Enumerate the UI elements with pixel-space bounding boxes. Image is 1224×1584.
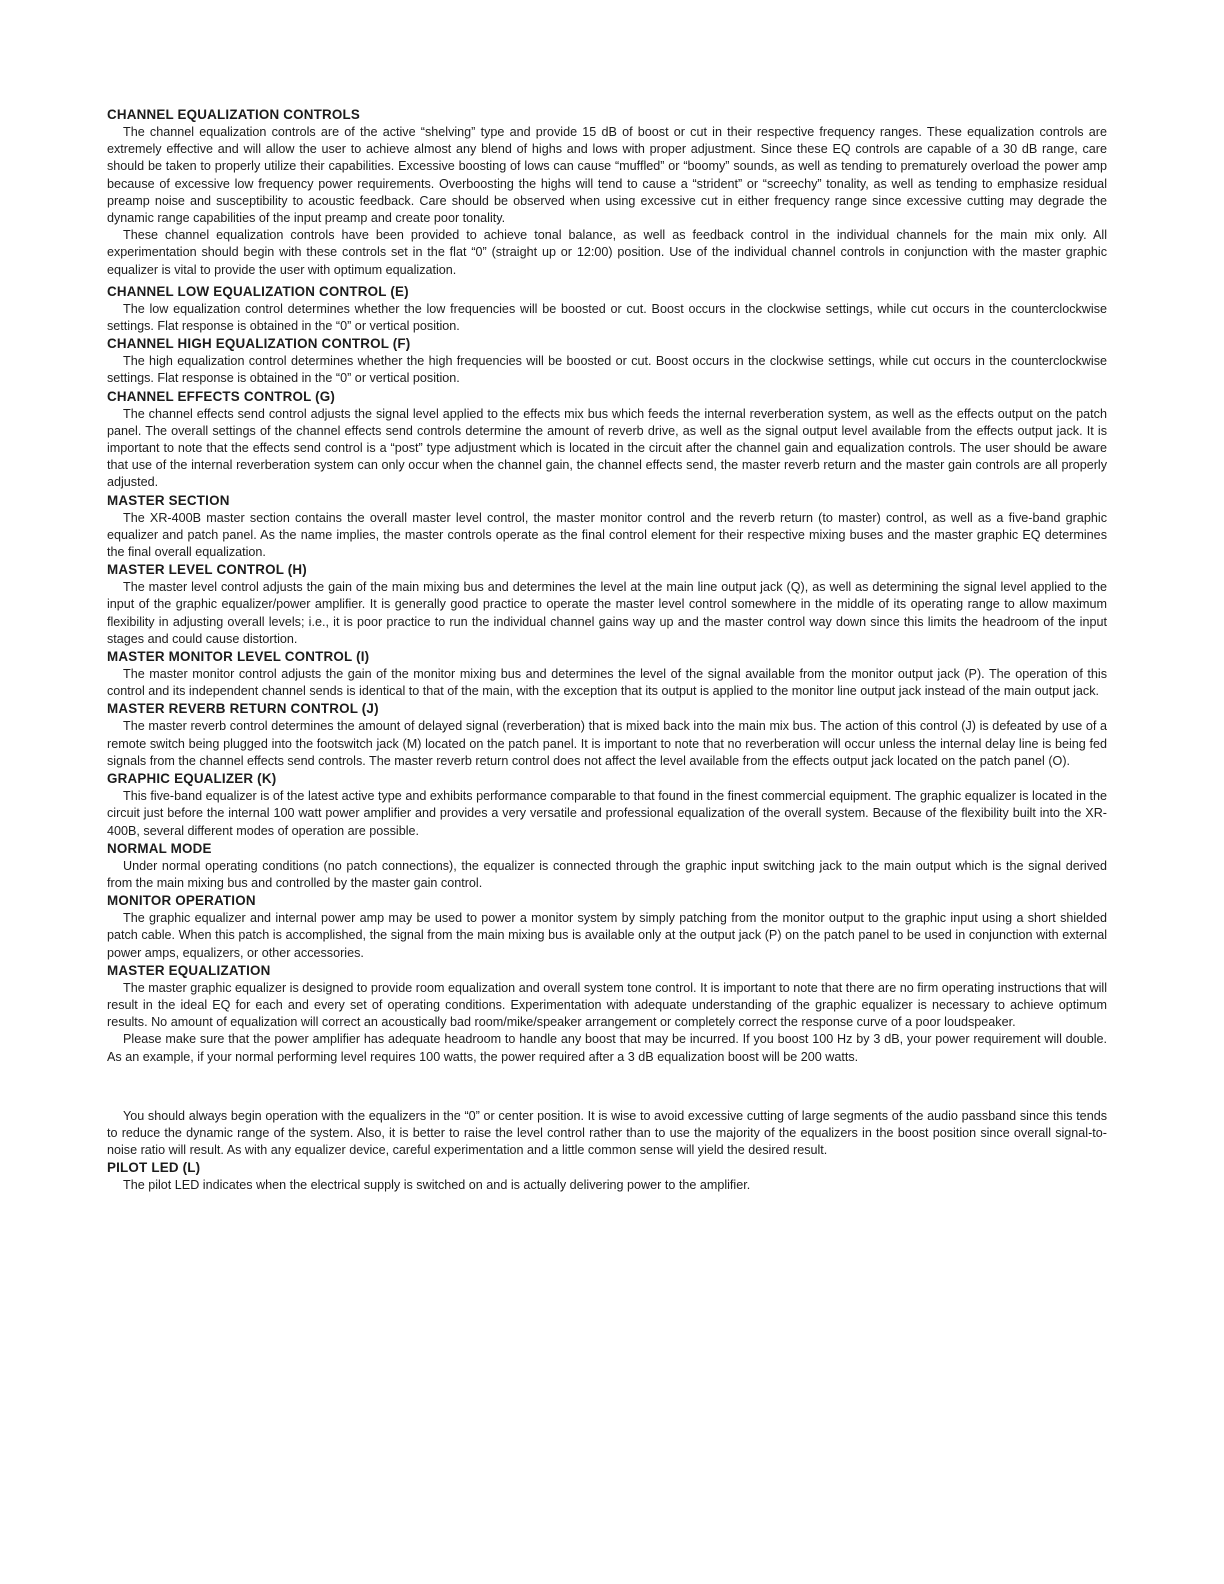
section-heading-graphic-equalizer: GRAPHIC EQUALIZER (K) xyxy=(107,771,277,787)
section-heading-monitor-operation: MONITOR OPERATION xyxy=(107,893,256,909)
section-heading-master-level: MASTER LEVEL CONTROL (H) xyxy=(107,562,307,578)
paragraph: The XR-400B master section contains the overall master level control, the master monitor control and the reverb return (to master) control, as well as a five-band graphic equalizer and patch panel. As the name implies, the master controls operate as the final control element for their respective mixing buses and the master graphic EQ determines the final overall equalization. xyxy=(107,510,1107,560)
paragraph: Under normal operating conditions (no patch connections), the equalizer is connected through the graphic input switching jack to the main output which is the signal derived from the main mixing bus and controlled by the master gain control. xyxy=(107,858,1107,890)
paragraph: The channel effects send control adjusts the signal level applied to the effects mix bus which feeds the internal reverberation system, as well as the effects output on the patch panel. The overall settings of the channel effects send controls determine the amount of reverb drive, as well as the signal output level available from the effects output jack. It is important to note that the effects send control is a “post” type adjustment which is located in the circuit after the channel gain and equalization controls. The user should be aware that use of the internal reverberation system can only occur when the channel gain, the channel effects send, the master reverb return and the master gain controls are all properly adjusted. xyxy=(107,406,1107,490)
section-heading-master-monitor-level: MASTER MONITOR LEVEL CONTROL (I) xyxy=(107,649,370,665)
paragraph: These channel equalization controls have been provided to achieve tonal balance, as well as feedback control in the individual channels for the main mix only. All experimentation should begin with these controls set in the flat “0” (straight up or 12:00) position. Use of the individual channel controls in conjunction with the master graphic equalizer is vital to provide the user with optimum equalization. xyxy=(107,228,1107,277)
paragraph: The low equalization control determines whether the low frequencies will be boosted or cut. Boost occurs in the clockwise settings, while cut occurs in the counterclockwise settings. Flat response is obtained in the “0” or vertical position. xyxy=(107,301,1107,334)
paragraph: The high equalization control determines whether the high frequencies will be boosted or cut. Boost occurs in the clockwise settings, while cut occurs in the counterclockwise settings. Flat response is obtained in the “0” or vertical position. xyxy=(107,354,1107,386)
closing-paragraph: You should always begin operation with the equalizers in the “0” or center position. It is wise to avoid excessive cutting of large segments of the audio passband since this tends to reduce the dynamic range of the system. Also, it is better to raise the level control rather than to use the majority of the equalizers in the boost position since overall signal-to-noise ratio will result. As with any equalizer device, careful experimentation and a little common sense will yield the desired result. xyxy=(107,1108,1107,1158)
section-heading-master-equalization: MASTER EQUALIZATION xyxy=(107,962,271,978)
paragraph: The master level control adjusts the gain of the main mixing bus and determines the level at the main line output jack (Q), as well as determining the signal level applied to the input of the graphic equalizer/power amplifier. It is generally good practice to operate the master level control somewhere in the middle of its operating range to allow maximum flexibility in adjusting overall levels; i.e., it is poor practice to run the individual channel gains way up and the master control way down since this limits the headroom of the input stages and could cause distortion. xyxy=(107,580,1107,646)
paragraph: Please make sure that the power amplifier has adequate headroom to handle any boost that may be incurred. If you boost 100 Hz by 3 dB, your power requirement will double. As an example, if your normal performing level requires 100 watts, the power required after a 3 dB equalization boost will be 200 watts. xyxy=(107,1032,1107,1064)
section-heading-channel-effects: CHANNEL EFFECTS CONTROL (G) xyxy=(107,388,336,404)
paragraph: The master monitor control adjusts the gain of the monitor mixing bus and determines the level of the signal available from the monitor output jack (P). The operation of this control and its independent channel sends is identical to that of the main, with the exception that its output is applied to the monitor line output jack instead of the main output jack. xyxy=(107,667,1107,699)
paragraph: The graphic equalizer and internal power amp may be used to power a monitor system by simply patching from the monitor output to the graphic input using a short shielded patch cable. When this patch is accomplished, the signal from the main mixing bus is available only at the output jack (P) on the patch panel to be used in conjunction with external power amps, equalizers, or other accessories. xyxy=(107,911,1107,960)
paragraph: The channel equalization controls are of the active “shelving” type and provide 15 dB of boost or cut in their respective frequency ranges. These equalization controls are extremely effective and will allow the user to achieve almost any blend of highs and lows with proper adjustment. Since these EQ controls are capable of a 30 dB range, care should be taken to properly utilize their capabilities. Excessive boosting of lows can cause “muffled” or “boomy” sounds, as well as tending to prematurely overload the power amp because of excessive low frequency power requirements. Overboosting the highs will tend to cause a “strident” or “screechy” tonality, as well as tending to emphasize residual preamp noise and susceptibility to acoustic feedback. Care should be observed when using excessive cut in either frequency range since excessive cutting may degrade the dynamic range capabilities of the input preamp and create poor tonality. xyxy=(107,125,1107,226)
document-page xyxy=(107,106,1107,1195)
section-heading-channel-high-eq: CHANNEL HIGH EQUALIZATION CONTROL (F) xyxy=(107,336,411,352)
section-heading-master-section: MASTER SECTION xyxy=(107,492,230,508)
section-heading-channel-low-eq: CHANNEL LOW EQUALIZATION CONTROL (E) xyxy=(107,283,409,299)
section-heading-pilot-led: PILOT LED (L) xyxy=(107,1160,201,1176)
section-heading-normal-mode: NORMAL MODE xyxy=(107,840,212,856)
paragraph: The master graphic equalizer is designed to provide room equalization and overall system tone control. It is important to note that there are no firm operating instructions that will result in the ideal EQ for each and every set of operating conditions. Experimentation with adequate understanding of the graphic equalizer is necessary to achieve optimum results. No amount of equalization will correct an acoustically bad room/mike/speaker arrangement or completely correct the response curve of a poor loudspeaker. xyxy=(107,980,1107,1030)
section-heading-master-reverb-return: MASTER REVERB RETURN CONTROL (J) xyxy=(107,701,379,717)
paragraph: This five-band equalizer is of the latest active type and exhibits performance comparable to that found in the finest commercial equipment. The graphic equalizer is located in the circuit just before the internal 100 watt power amplifier and provides a very versatile and professional equalization of the overall system. Because of the flexibility built into the XR-400B, several different modes of operation are possible. xyxy=(107,789,1107,838)
paragraph: The pilot LED indicates when the electrical supply is switched on and is actually delivering power to the amplifier. xyxy=(123,1178,751,1193)
section-heading-channel-equalization-controls: CHANNEL EQUALIZATION CONTROLS xyxy=(107,107,361,122)
paragraph: The master reverb control determines the amount of delayed signal (reverberation) that is mixed back into the main mix bus. The action of this control (J) is defeated by use of a remote switch being plugged into the footswitch jack (M) located on the patch panel. It is important to note that no reverberation will occur unless the internal delay line is being fed signals from the channel effects send controls. The master reverb return control does not affect the level available from the effects output jack located on the patch panel (O). xyxy=(107,719,1107,768)
